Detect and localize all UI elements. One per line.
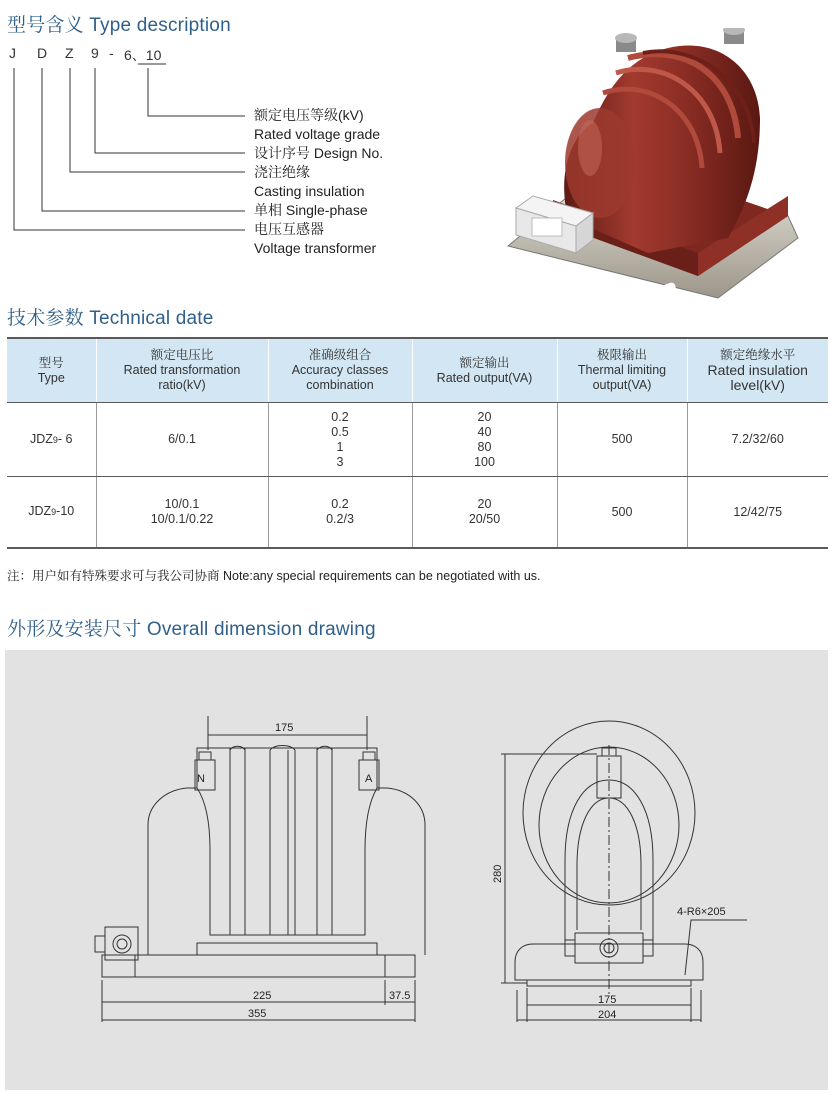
- table-row: [7, 403, 828, 477]
- cell-ratio: 10/0.1 10/0.1/0.22: [96, 477, 268, 549]
- header-ratio: 额定电压比 Rated transformation ratio(kV): [96, 338, 268, 403]
- terminal-a-label: A: [365, 773, 373, 785]
- note-text: 注：用户如有特殊要求可与我公司协商 Note:any special requirements can be negotiated with us.: [7, 569, 541, 583]
- desc-casting-en: Casting insulation: [254, 183, 365, 199]
- cell-output: 20 20/50: [412, 477, 557, 549]
- code-letter-j: J: [9, 45, 16, 61]
- header-accuracy: 准确级组合 Accuracy classes combination: [268, 338, 412, 403]
- desc-vt-cn: 电压互感器: [254, 221, 324, 237]
- side-dim-175: 175: [598, 994, 617, 1006]
- header-output: 额定输出 Rated output(VA): [412, 338, 557, 403]
- technical-parameters-table: [7, 337, 828, 549]
- side-dim-280: 280: [492, 864, 504, 883]
- cell-ratio: 6/0.1: [96, 403, 268, 477]
- cell-accuracy: 0.2 0.2/3: [268, 477, 412, 549]
- code-letter-z: Z: [65, 45, 74, 61]
- table-row: [7, 477, 828, 549]
- side-dim-hole: 4-R6×205: [677, 906, 726, 918]
- cell-insulation: 12/42/75: [687, 477, 828, 549]
- code-letter-d: D: [37, 45, 48, 61]
- header-type: 型号 Type: [7, 338, 96, 403]
- code-letter-dash: -: [109, 45, 114, 61]
- desc-voltage-cn: 额定电压等级(kV): [254, 107, 364, 123]
- desc-casting-cn: 浇注绝缘: [254, 164, 310, 180]
- header-insulation: 额定绝缘水平 Rated insulation level(kV): [687, 338, 828, 403]
- dimension-drawing-svg: [5, 650, 828, 1090]
- front-dim-225: 225: [253, 990, 272, 1002]
- header-thermal: 极限输出 Thermal limiting output(VA): [557, 338, 687, 403]
- cell-accuracy: 0.2 0.5 1 3: [268, 403, 412, 477]
- product-photo: [498, 28, 818, 300]
- technical-title: 技术参数 Technical date: [7, 308, 214, 329]
- drawing-title: 外形及安装尺寸 Overall dimension drawing: [7, 619, 376, 640]
- front-dim-37-5: 37.5: [389, 990, 411, 1002]
- table-header-row: [7, 338, 828, 403]
- desc-design-no: 设计序号 Design No.: [254, 145, 384, 161]
- terminal-n-label: N: [197, 773, 205, 785]
- type-code-diagram: [0, 0, 420, 270]
- cell-type: JDZ9- 6: [7, 403, 96, 477]
- desc-voltage-en: Rated voltage grade: [254, 126, 381, 142]
- side-dim-204: 204: [598, 1009, 617, 1021]
- cell-thermal: 500: [557, 477, 687, 549]
- cell-insulation: 7.2/32/60: [687, 403, 828, 477]
- type-description-title: 型号含义 Type description: [7, 15, 231, 36]
- front-dim-175: 175: [275, 722, 294, 734]
- cell-type: JDZ9-10: [7, 477, 96, 549]
- desc-vt-en: Voltage transformer: [254, 240, 377, 256]
- desc-single-phase: 单相 Single-phase: [254, 202, 368, 218]
- dimension-drawing: [5, 650, 828, 1090]
- cell-output: 20 40 80 100: [412, 403, 557, 477]
- code-letter-9: 9: [91, 45, 99, 61]
- cell-thermal: 500: [557, 403, 687, 477]
- front-dim-355: 355: [248, 1008, 267, 1020]
- code-letter-voltage: 6、10: [124, 47, 162, 63]
